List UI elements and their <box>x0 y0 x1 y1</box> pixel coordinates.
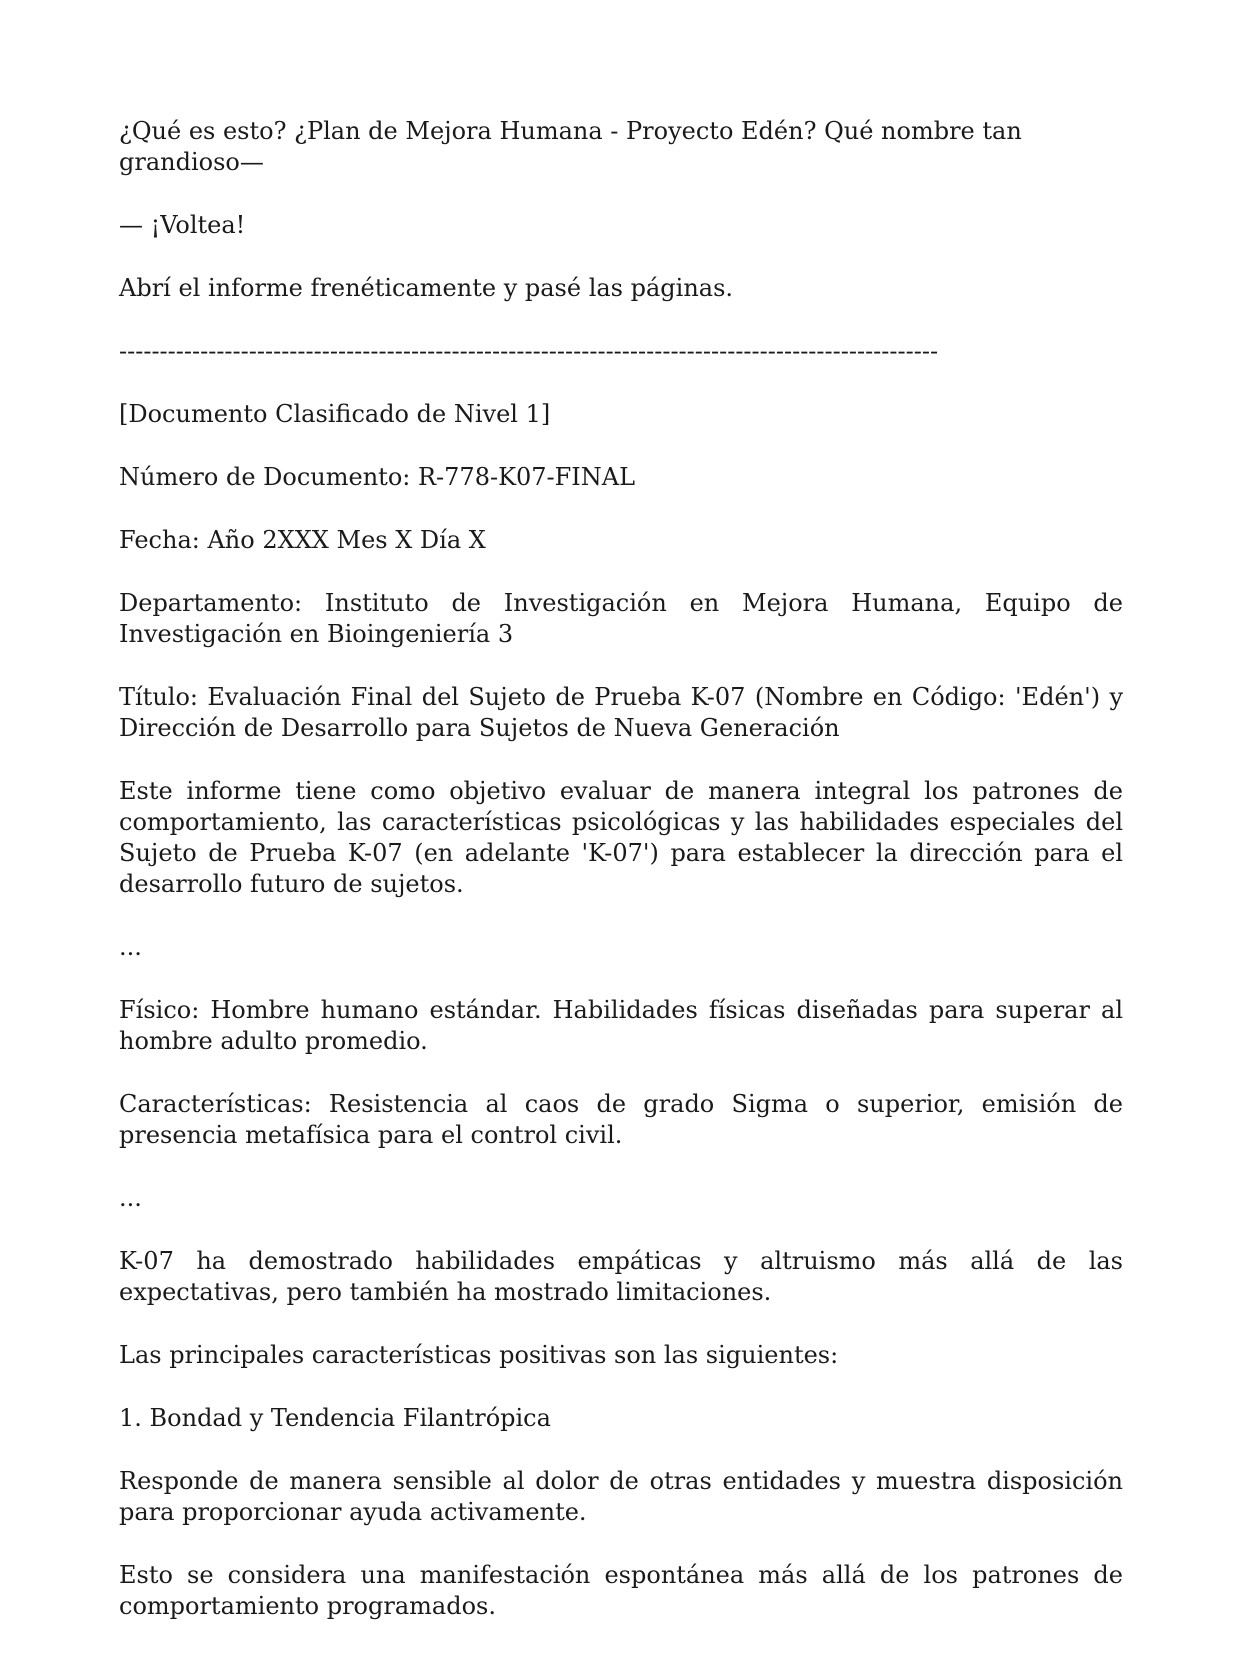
narrative-line-2: — ¡Voltea! <box>119 211 246 239</box>
report-objective: Este informe tiene como objetivo evaluar de manera integral los patrones de comportamiento, las características psicológicas y las habilidades especiales del Sujeto de Prueba K-07 (en adelante 'K-07') para establecer la dirección para el desarrollo futuro de sujetos. <box>119 777 1123 898</box>
ellipsis-2: ... <box>119 1184 142 1212</box>
document-title: Título: Evaluación Final del Sujeto de Prueba K-07 (Nombre en Código: 'Edén') y Dirección de Desarrollo para Sujetos de Nueva Generación <box>119 683 1123 742</box>
narrative-line-1: ¿Qué es esto? ¿Plan de Mejora Humana - Proyecto Edén? Qué nombre tan grandioso— <box>119 117 1022 176</box>
positive-traits-intro: Las principales características positivas son las siguientes: <box>119 1341 839 1369</box>
ellipsis-1: ... <box>119 933 142 961</box>
narrative-line-3: Abrí el informe frenéticamente y pasé las páginas. <box>119 274 734 302</box>
characteristics: Características: Resistencia al caos de grado Sigma o superior, emisión de presencia metafísica para el control civil. <box>119 1090 1123 1149</box>
physical-description: Físico: Hombre humano estándar. Habilidades físicas diseñadas para superar al hombre adulto promedio. <box>119 996 1123 1055</box>
classification-header: [Documento Clasificado de Nivel 1] <box>119 400 551 428</box>
trait-note-1: Esto se considera una manifestación espontánea más allá de los patrones de comportamiento programados. <box>119 1561 1123 1620</box>
trait-description-1: Responde de manera sensible al dolor de otras entidades y muestra disposición para proporcionar ayuda activamente. <box>119 1467 1123 1526</box>
separator-line: ----------------------------------------------------------------------------------------------------- <box>119 337 939 365</box>
document-number: Número de Documento: R-778-K07-FINAL <box>119 463 636 491</box>
document-department: Departamento: Instituto de Investigación en Mejora Humana, Equipo de Investigación en Bioingeniería 3 <box>119 589 1123 648</box>
trait-heading-1: 1. Bondad y Tendencia Filantrópica <box>119 1404 551 1432</box>
document-body <box>119 116 1123 1654</box>
assessment-summary: K-07 ha demostrado habilidades empáticas y altruismo más allá de las expectativas, pero también ha mostrado limitaciones. <box>119 1247 1123 1306</box>
document-date: Fecha: Año 2XXX Mes X Día X <box>119 526 486 554</box>
